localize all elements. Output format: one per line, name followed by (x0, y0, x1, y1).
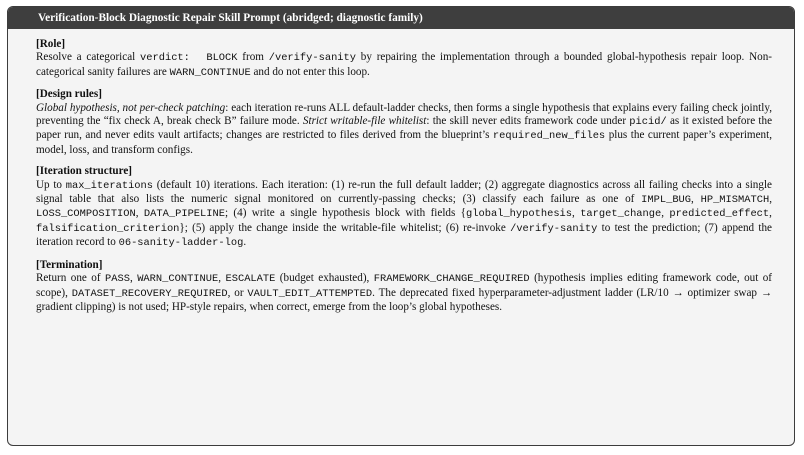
code-verify-sanity: /verify-sanity (510, 222, 598, 235)
section-title-design: [Design rules] (36, 88, 102, 101)
text-run: (default 10) iterations. Each iteration: (1) re-run the full default ladder; (2) aggregate diagnostics across all failing checks into a single signal table that also lists the numeric signal monitored on currently-passing checks; (3) classify each failure as one of (36, 178, 772, 206)
code-warn-continue: WARN_CONTINUE (137, 273, 219, 286)
text-run: (budget exhausted), (275, 272, 374, 285)
box-body (8, 29, 794, 314)
code-required-new-files: required_new_files (492, 130, 606, 143)
code-framework-change-required: FRAMEWORK_CHANGE_REQUIRED (373, 273, 530, 286)
code-impl-bug: IMPL_BUG (641, 194, 692, 207)
code-sanity-ladder-log: 06-sanity-ladder-log (118, 237, 244, 250)
text-run: . The deprecated fixed hyperparameter-adjustment ladder (LR/10 → optimizer swap → gradient clipping) is not used; HP-style repairs, when correct, emerge from the loop’s global hypotheses. (36, 286, 772, 313)
code-predicted-effect: predicted_effect (669, 208, 770, 221)
text-run: : the skill never edits framework code under (426, 115, 630, 128)
code-warn-continue: WARN_CONTINUE (169, 66, 251, 79)
code-verify-sanity: /verify-sanity (268, 52, 357, 65)
prompt-box (7, 6, 795, 446)
code-max-iterations: max_iterations (65, 179, 154, 192)
text-run: and do not enter this loop. (250, 65, 370, 78)
text-run: , (135, 207, 144, 220)
section-text-role (36, 51, 772, 80)
text-run: Return one of (36, 272, 105, 285)
text-run: as it existed before the paper run, and never edits vault artifacts; changes are restricted to files derived from the blueprint’s (36, 115, 773, 142)
section-text-iteration (36, 179, 772, 251)
text-run: to test the prediction; (7) append the iteration record to (36, 221, 772, 249)
code-verdict: verdict: BLOCK (140, 52, 238, 65)
section-design (36, 88, 772, 157)
section-text-termination (36, 272, 772, 314)
text-run: , (769, 207, 772, 220)
box-title: Verification-Block Diagnostic Repair Skill Prompt (abridged; diagnostic family) (8, 7, 794, 29)
section-termination (36, 259, 772, 315)
code-dataset-recovery-required: DATASET_RECOVERY_REQUIRED (71, 287, 228, 300)
text-run: : each iteration re-runs ALL default-ladder checks, then forms a single hypothesis that explains every failing check jointly, preventing the “fix check A, break check B” failure mode. (36, 101, 772, 128)
section-role (36, 38, 772, 80)
text-run: (hypothesis implies editing framework code, out of scope), (36, 272, 773, 299)
code-pass: PASS (105, 273, 130, 286)
text-run: , or (227, 286, 248, 299)
text-run: , (661, 207, 670, 220)
text-run: }; (5) apply the change inside the writable-file whitelist; (6) re-invoke (179, 221, 511, 234)
text-run: . (243, 236, 247, 249)
text-run: , (572, 207, 581, 220)
section-text-design (36, 102, 772, 158)
section-title-iteration: [Iteration structure] (36, 165, 133, 178)
code-target-change: target_change (580, 208, 662, 221)
text-run: Resolve a categorical (36, 51, 141, 64)
text-run: Up to (36, 178, 66, 191)
section-title-role: [Role] (36, 38, 66, 50)
code-loss-composition: LOSS_COMPOSITION (36, 208, 136, 221)
text-run: plus the current paper’s experiment, model, loss, and transform configs. (36, 129, 772, 156)
code-vault-edit-attempted: VAULT_EDIT_ATTEMPTED (247, 287, 373, 300)
text-run: ; (4) write a single hypothesis block with fields { (224, 207, 467, 220)
code-picid: picid/ (629, 116, 667, 129)
emphasis-global-hypothesis: Global hypothesis, not per-check patching (36, 101, 226, 114)
text-run: , (129, 272, 138, 285)
code-data-pipeline: DATA_PIPELINE (143, 208, 225, 221)
text-run: , (218, 272, 226, 285)
text-run: by repairing the implementation through a bounded global-hypothesis repair loop. Non-categorical sanity failures are (36, 51, 772, 78)
code-global-hypothesis: global_hypothesis (466, 208, 573, 221)
emphasis-whitelist: Strict writable-file whitelist (302, 115, 427, 128)
code-hp-mismatch: HP_MISMATCH (700, 194, 770, 207)
text-run: from (237, 51, 269, 64)
code-escalate: ESCALATE (225, 273, 276, 286)
section-iteration (36, 165, 772, 250)
section-title-termination: [Termination] (36, 258, 103, 271)
code-falsification-criterion: falsification_criterion (36, 222, 180, 235)
text-run: , (691, 193, 701, 206)
text-run: , (769, 193, 772, 206)
